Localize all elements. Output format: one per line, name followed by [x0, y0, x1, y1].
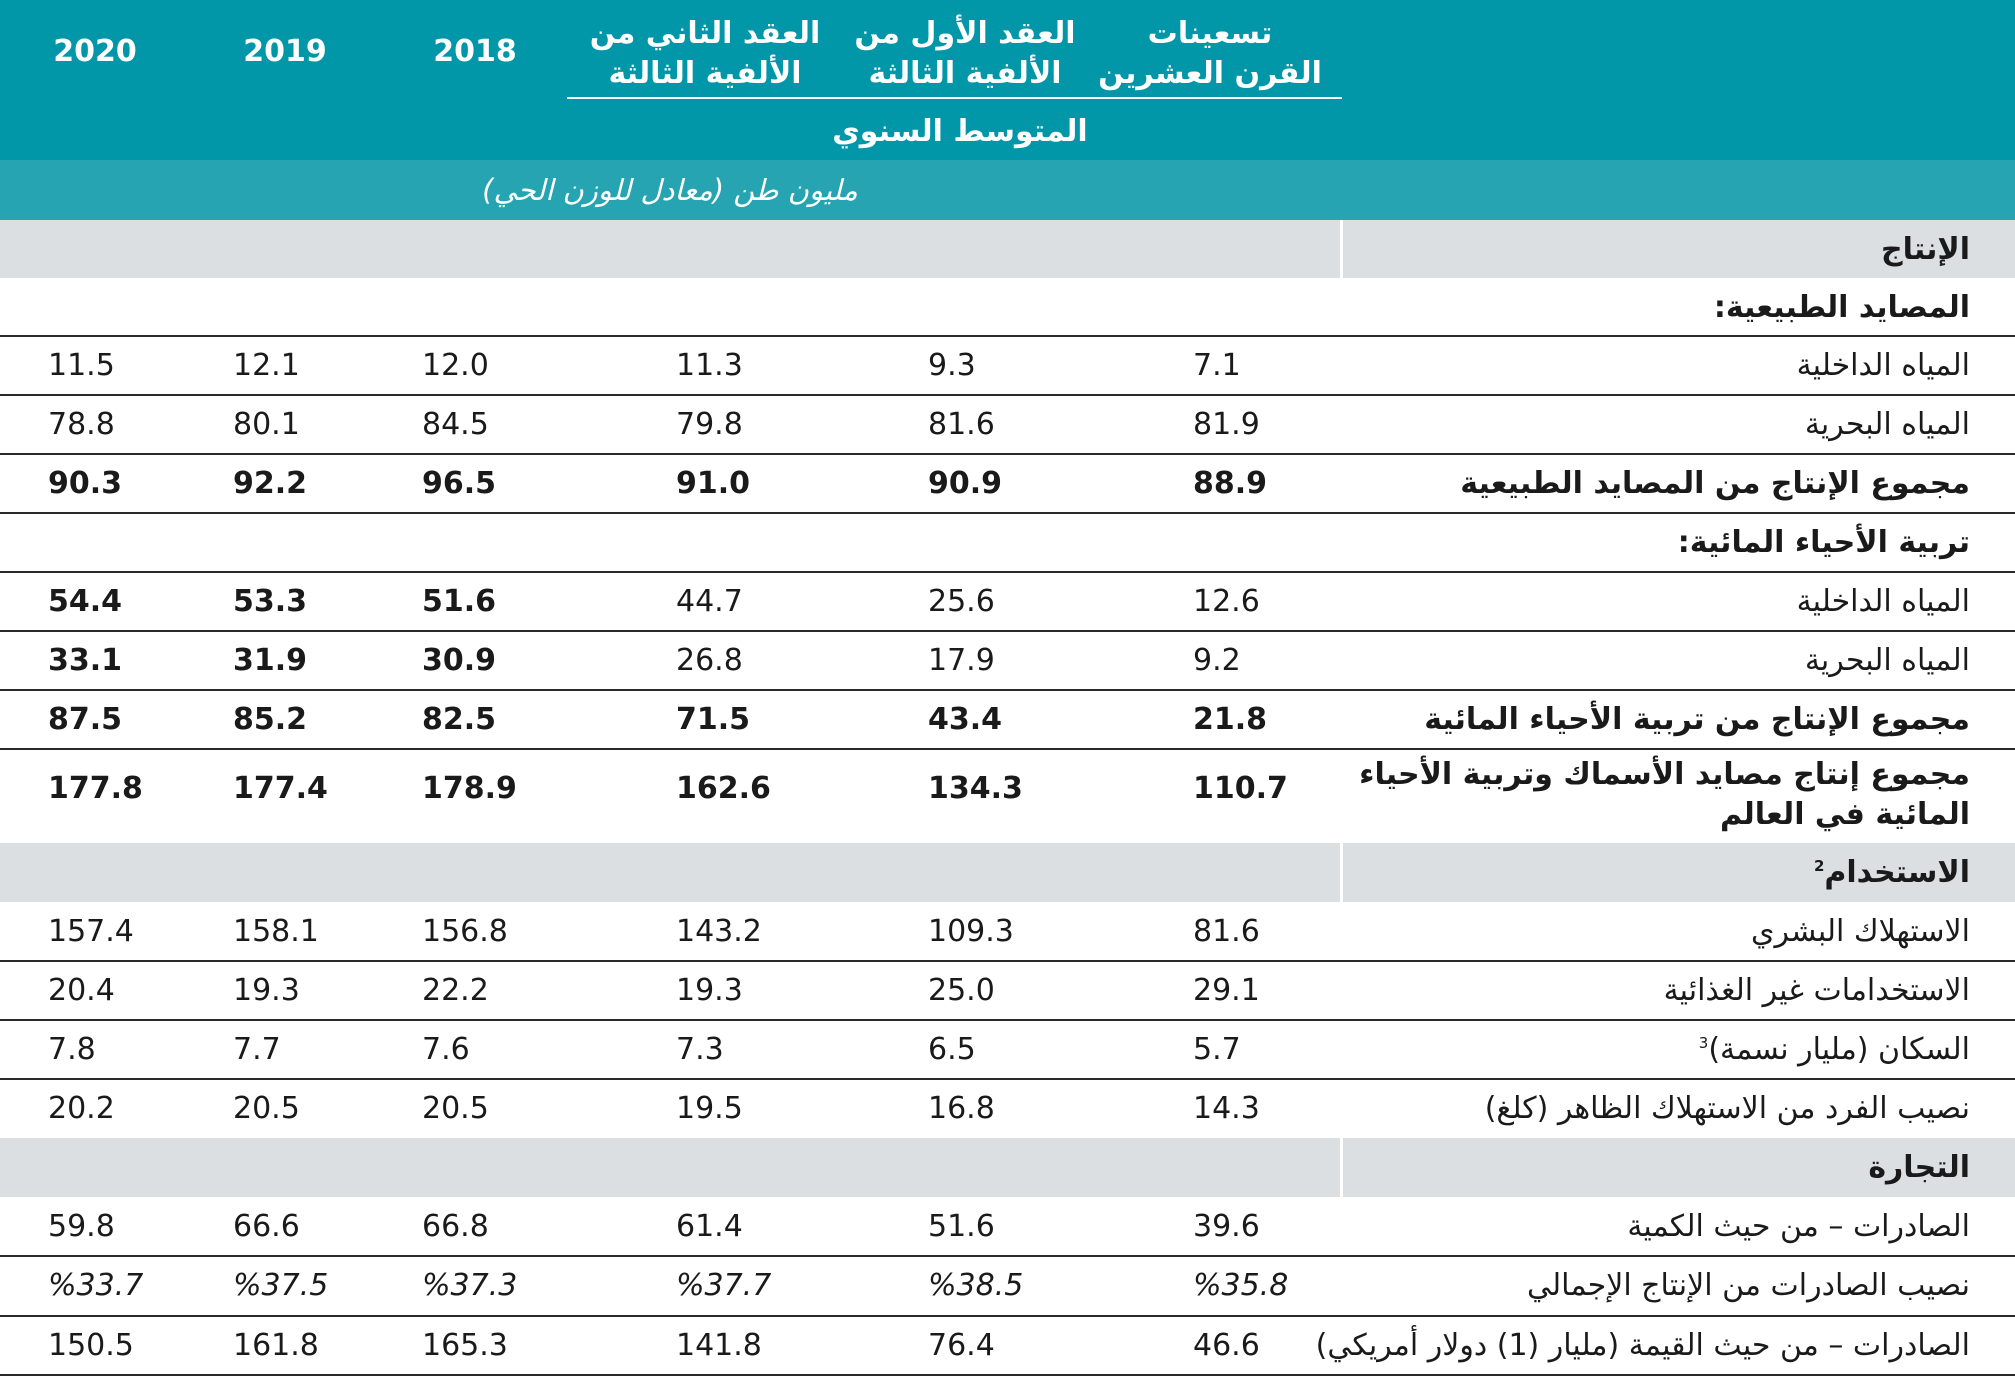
table-row — [0, 902, 2015, 961]
section-row — [0, 843, 2015, 902]
cell-value: 16.8 — [928, 1091, 995, 1126]
col-header-2018: 2018 — [433, 34, 517, 69]
row-label-text: نصيب الصادرات من الإنتاج الإجمالي — [1527, 1268, 1970, 1303]
cell-value: %37.3 — [422, 1268, 518, 1303]
table-row — [0, 572, 2015, 631]
cell-value: 39.6 — [1193, 1209, 1260, 1244]
cell-value: 46.6 — [1193, 1328, 1260, 1363]
cell-value: 177.8 — [48, 771, 143, 806]
cell-value: 5.7 — [1193, 1032, 1241, 1067]
row-label — [1751, 902, 1970, 961]
row-label-text: الاستخدامات غير الغذائية — [1663, 973, 1970, 1008]
cell-value: 7.7 — [233, 1032, 281, 1067]
cell-value: 54.4 — [48, 584, 123, 619]
cell-value: %38.5 — [928, 1268, 1024, 1303]
cell-value: 150.5 — [48, 1328, 134, 1363]
row-label-text: مجموع الإنتاج من تربية الأحياء المائية — [1424, 702, 1970, 737]
section-divider — [1340, 843, 1343, 902]
row-label-text: المياه الداخلية — [1796, 348, 1970, 383]
cell-value: 20.2 — [48, 1091, 115, 1126]
cell-value: 29.1 — [1193, 973, 1260, 1008]
cell-value: 157.4 — [48, 914, 134, 949]
cell-value: 66.6 — [233, 1209, 300, 1244]
row-label — [1527, 1256, 1970, 1316]
row-label — [1485, 1079, 1970, 1138]
cell-value: %35.8 — [1193, 1268, 1289, 1303]
row-label — [1797, 336, 1970, 395]
row-label-text: نصيب الفرد من الاستهلاك الظاهر (كلغ) — [1484, 1091, 1970, 1126]
cell-value: 178.9 — [422, 771, 517, 806]
cell-value: %37.7 — [676, 1268, 772, 1303]
cell-value: 26.8 — [676, 643, 743, 678]
section-divider — [1340, 220, 1343, 278]
cell-value: 88.9 — [1193, 466, 1268, 501]
group-underline — [567, 97, 1342, 99]
row-label — [1714, 278, 1970, 336]
cell-value: 12.1 — [233, 348, 300, 383]
table-row — [0, 1079, 2015, 1138]
table-row — [0, 1316, 2015, 1375]
cell-value: 22.2 — [422, 973, 489, 1008]
table-row — [0, 631, 2015, 690]
row-label — [1805, 631, 1970, 690]
col-header-2000s: العقد الأول من الألفية الثالثة — [854, 16, 1076, 91]
row-label-text: مجموع الإنتاج من المصايد الطبيعية — [1460, 466, 1970, 501]
cell-value: 44.7 — [676, 584, 743, 619]
row-label-text: الصادرات – من حيث الكمية — [1627, 1209, 1970, 1244]
cell-value: 12.6 — [1193, 584, 1260, 619]
cell-value: 81.6 — [1193, 914, 1260, 949]
cell-value: 84.5 — [422, 407, 489, 442]
cell-value: 7.6 — [422, 1032, 470, 1067]
row-label — [1678, 513, 1970, 572]
row-label-text: الإنتاج — [1880, 232, 1970, 267]
cell-value: 90.9 — [928, 466, 1003, 501]
cell-value: 156.8 — [422, 914, 508, 949]
cell-value: 141.8 — [676, 1328, 762, 1363]
table-unit-band — [0, 160, 2015, 220]
cell-value: 19.3 — [233, 973, 300, 1008]
cell-value: 85.2 — [233, 702, 308, 737]
cell-value: 53.3 — [233, 584, 308, 619]
group-header-annual-average: المتوسط السنوي — [832, 114, 1088, 149]
row-label — [1316, 1316, 1970, 1375]
cell-value: 31.9 — [233, 643, 308, 678]
row-label-text: المصايد الطبيعية: — [1713, 290, 1970, 325]
cell-value: 161.8 — [233, 1328, 319, 1363]
cell-value: 82.5 — [422, 702, 497, 737]
cell-value: 92.2 — [233, 466, 308, 501]
cell-value: 20.4 — [48, 973, 115, 1008]
cell-value: 14.3 — [1193, 1091, 1260, 1126]
cell-value: 87.5 — [48, 702, 123, 737]
table-row — [0, 690, 2015, 749]
cell-value: 11.3 — [676, 348, 743, 383]
table-row — [0, 1197, 2015, 1256]
row-label — [1424, 690, 1970, 749]
row-label-text: الصادرات – من حيث القيمة (مليار (1) دولار أمريكي) — [1315, 1328, 1970, 1363]
row-label — [1330, 755, 1970, 835]
col-header-2010s: العقد الثاني من الألفية الثالثة — [589, 16, 821, 91]
cell-value: 91.0 — [676, 466, 751, 501]
table-row — [0, 395, 2015, 454]
cell-value: 51.6 — [422, 584, 497, 619]
table-row — [0, 513, 2015, 572]
row-label-text: المياه الداخلية — [1796, 584, 1970, 619]
footnote-marker: 3 — [1698, 1034, 1709, 1052]
row-label — [1627, 1197, 1970, 1256]
row-label — [1664, 961, 1970, 1020]
section-row — [0, 220, 2015, 278]
row-label-text: الاستهلاك البشري — [1751, 914, 1970, 949]
cell-value: 20.5 — [233, 1091, 300, 1126]
unit-label: مليون طن (معادل للوزن الحي) — [482, 173, 858, 207]
row-label — [1881, 220, 1970, 278]
cell-value: 7.1 — [1193, 348, 1241, 383]
cell-value: 25.6 — [928, 584, 995, 619]
cell-value: 71.5 — [676, 702, 751, 737]
col-header-2019: 2019 — [243, 34, 327, 69]
cell-value: 109.3 — [928, 914, 1014, 949]
cell-value: 59.8 — [48, 1209, 115, 1244]
cell-value: 61.4 — [676, 1209, 743, 1244]
cell-value: 177.4 — [233, 771, 328, 806]
cell-value: 19.3 — [676, 973, 743, 1008]
row-label-text: مجموع إنتاج مصايد الأسماك وتربية الأحياء المائية في العالم — [1359, 757, 1970, 832]
row-label-text: الاستخدام — [1824, 855, 1970, 890]
cell-value: 110.7 — [1193, 771, 1288, 806]
cell-value: 90.3 — [48, 466, 123, 501]
cell-value: 33.1 — [48, 643, 123, 678]
cell-value: 66.8 — [422, 1209, 489, 1244]
row-label-text: التجارة — [1868, 1150, 1970, 1185]
cell-value: 81.9 — [1193, 407, 1260, 442]
row-label-text: المياه البحرية — [1804, 407, 1970, 442]
cell-value: 12.0 — [422, 348, 489, 383]
cell-value: 81.6 — [928, 407, 995, 442]
table-row — [0, 961, 2015, 1020]
table-row — [0, 278, 2015, 336]
cell-value: 43.4 — [928, 702, 1003, 737]
cell-value: 7.3 — [676, 1032, 724, 1067]
cell-value: 21.8 — [1193, 702, 1268, 737]
cell-value: 165.3 — [422, 1328, 508, 1363]
table-row — [0, 454, 2015, 513]
cell-value: 9.3 — [928, 348, 976, 383]
row-label — [1460, 454, 1970, 513]
cell-value: 7.8 — [48, 1032, 96, 1067]
row-label-text: السكان (مليار نسمة) — [1708, 1032, 1970, 1067]
cell-value: 11.5 — [48, 348, 115, 383]
cell-value: %37.5 — [233, 1268, 329, 1303]
table-row — [0, 336, 2015, 395]
table-row — [0, 1020, 2015, 1079]
row-label — [1868, 1138, 1970, 1197]
cell-value: 30.9 — [422, 643, 497, 678]
section-divider — [1340, 1138, 1343, 1197]
cell-value: 158.1 — [233, 914, 319, 949]
row-label-text: تربية الأحياء المائية: — [1677, 525, 1970, 560]
section-row — [0, 1138, 2015, 1197]
row-label — [1814, 843, 1970, 902]
cell-value: 19.5 — [676, 1091, 743, 1126]
cell-value: 76.4 — [928, 1328, 995, 1363]
cell-value: 162.6 — [676, 771, 771, 806]
cell-value: 51.6 — [928, 1209, 995, 1244]
cell-value: 25.0 — [928, 973, 995, 1008]
table-row — [0, 749, 2015, 843]
row-label — [1797, 572, 1970, 631]
cell-value: 6.5 — [928, 1032, 976, 1067]
cell-value: 17.9 — [928, 643, 995, 678]
cell-value: 78.8 — [48, 407, 115, 442]
cell-value: 20.5 — [422, 1091, 489, 1126]
col-header-1990s: تسعينات القرن العشرين — [1098, 16, 1322, 91]
col-header-2020: 2020 — [53, 34, 137, 69]
row-label — [1805, 395, 1970, 454]
cell-value: 79.8 — [676, 407, 743, 442]
cell-value: 143.2 — [676, 914, 762, 949]
cell-value: %33.7 — [48, 1268, 144, 1303]
row-label — [1699, 1020, 1970, 1079]
row-label-text: المياه البحرية — [1804, 643, 1970, 678]
cell-value: 9.2 — [1193, 643, 1241, 678]
cell-value: 96.5 — [422, 466, 497, 501]
table-row — [0, 1256, 2015, 1316]
footnote-marker: 2 — [1813, 857, 1825, 875]
cell-value: 134.3 — [928, 771, 1023, 806]
cell-value: 80.1 — [233, 407, 300, 442]
